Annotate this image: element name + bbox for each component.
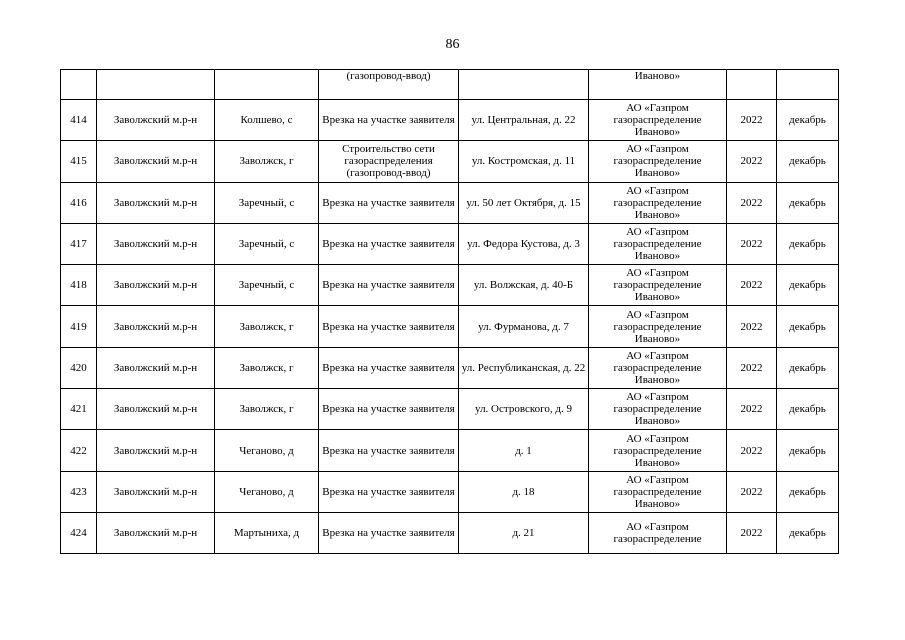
cell-year: 2022	[727, 512, 777, 553]
cell-district: Заволжский м.р-н	[97, 265, 215, 306]
cell-place: Заволжск, г	[215, 389, 319, 430]
cell-address: ул. Центральная, д. 22	[459, 100, 589, 141]
cell-org: АО «Газпром газораспределение Иваново»	[589, 306, 727, 347]
cell-work: Врезка на участке заявителя	[319, 389, 459, 430]
cell-district: Заволжский м.р-н	[97, 512, 215, 553]
cell-district: Заволжский м.р-н	[97, 471, 215, 512]
cell-month: декабрь	[777, 306, 839, 347]
table-row	[61, 389, 839, 430]
cell-n: 414	[61, 100, 97, 141]
cell-org: АО «Газпром газораспределение Иваново»	[589, 389, 727, 430]
cell-year: 2022	[727, 182, 777, 223]
table-row	[61, 347, 839, 388]
cell-month: декабрь	[777, 389, 839, 430]
cell-work: Строительство сети газораспределения (газопровод-ввод)	[319, 141, 459, 182]
table-row	[61, 265, 839, 306]
cell-org: АО «Газпром газораспределение Иваново»	[589, 347, 727, 388]
cell-address: ул. Волжская, д. 40-Б	[459, 265, 589, 306]
cell-month: декабрь	[777, 223, 839, 264]
cell-n: 422	[61, 430, 97, 471]
cell-n: 417	[61, 223, 97, 264]
cell-org: АО «Газпром газораспределение Иваново»	[589, 100, 727, 141]
cell-work: Врезка на участке заявителя	[319, 471, 459, 512]
cell-n: 421	[61, 389, 97, 430]
cell-year: 2022	[727, 430, 777, 471]
cell-month: декабрь	[777, 182, 839, 223]
cell-address: д. 21	[459, 512, 589, 553]
cell-district: Заволжский м.р-н	[97, 347, 215, 388]
cell-district: Заволжский м.р-н	[97, 430, 215, 471]
cell-year: 2022	[727, 265, 777, 306]
cell-year: 2022	[727, 471, 777, 512]
cell-n: 415	[61, 141, 97, 182]
cell-n: 416	[61, 182, 97, 223]
cell-address: ул. Костромская, д. 11	[459, 141, 589, 182]
cell-year: 2022	[727, 141, 777, 182]
cell-place: Колшево, с	[215, 100, 319, 141]
cell-work: Врезка на участке заявителя	[319, 182, 459, 223]
cell-place: Заволжск, г	[215, 306, 319, 347]
cell-place: Мартыниха, д	[215, 512, 319, 553]
table-row	[61, 141, 839, 182]
cell-month: декабрь	[777, 430, 839, 471]
table-row	[61, 223, 839, 264]
cell-place: Заречный, с	[215, 223, 319, 264]
cell-year: 2022	[727, 347, 777, 388]
cell-address: д. 18	[459, 471, 589, 512]
cell-month: декабрь	[777, 512, 839, 553]
cell-org: Иваново»	[589, 70, 727, 100]
cell-work: Врезка на участке заявителя	[319, 306, 459, 347]
table-row	[61, 471, 839, 512]
cell-org: АО «Газпром газораспределение	[589, 512, 727, 553]
cell-address: ул. Республиканская, д. 22	[459, 347, 589, 388]
cell-n: 423	[61, 471, 97, 512]
table-row-continued	[61, 70, 839, 100]
cell-address: д. 1	[459, 430, 589, 471]
cell-address: ул. Федора Кустова, д. 3	[459, 223, 589, 264]
cell-district: Заволжский м.р-н	[97, 223, 215, 264]
cell-org: АО «Газпром газораспределение Иваново»	[589, 430, 727, 471]
cell-district: Заволжский м.р-н	[97, 389, 215, 430]
cell-year: 2022	[727, 223, 777, 264]
cell-org: АО «Газпром газораспределение Иваново»	[589, 471, 727, 512]
cell-work: Врезка на участке заявителя	[319, 430, 459, 471]
cell-place: Чеганово, д	[215, 430, 319, 471]
cell-year: 2022	[727, 100, 777, 141]
cell-month: декабрь	[777, 347, 839, 388]
cell-place: Заречный, с	[215, 182, 319, 223]
cell-place: Заречный, с	[215, 265, 319, 306]
cell-work: Врезка на участке заявителя	[319, 512, 459, 553]
cell-n: 420	[61, 347, 97, 388]
cell-n: 418	[61, 265, 97, 306]
table-row	[61, 182, 839, 223]
cell-address: ул. Островского, д. 9	[459, 389, 589, 430]
cell-district: Заволжский м.р-н	[97, 141, 215, 182]
cell-month: декабрь	[777, 100, 839, 141]
cell-org: АО «Газпром газораспределение Иваново»	[589, 223, 727, 264]
cell-place: Чеганово, д	[215, 471, 319, 512]
gasification-table	[60, 69, 839, 554]
table-row	[61, 512, 839, 553]
cell-work: Врезка на участке заявителя	[319, 265, 459, 306]
cell-month: декабрь	[777, 141, 839, 182]
cell-year: 2022	[727, 306, 777, 347]
cell-district: Заволжский м.р-н	[97, 182, 215, 223]
cell-month: декабрь	[777, 265, 839, 306]
cell-address: ул. Фурманова, д. 7	[459, 306, 589, 347]
cell-month: декабрь	[777, 471, 839, 512]
cell-org: АО «Газпром газораспределение Иваново»	[589, 182, 727, 223]
table-row	[61, 430, 839, 471]
cell-year: 2022	[727, 389, 777, 430]
cell-place: Заволжск, г	[215, 347, 319, 388]
cell-address: ул. 50 лет Октября, д. 15	[459, 182, 589, 223]
cell-district: Заволжский м.р-н	[97, 100, 215, 141]
page-number: 86	[445, 37, 460, 52]
cell-org: АО «Газпром газораспределение Иваново»	[589, 141, 727, 182]
cell-place: Заволжск, г	[215, 141, 319, 182]
cell-work: (газопровод-ввод)	[319, 70, 459, 100]
cell-district: Заволжский м.р-н	[97, 306, 215, 347]
table-row	[61, 306, 839, 347]
cell-work: Врезка на участке заявителя	[319, 100, 459, 141]
cell-work: Врезка на участке заявителя	[319, 223, 459, 264]
cell-work: Врезка на участке заявителя	[319, 347, 459, 388]
cell-n: 424	[61, 512, 97, 553]
cell-org: АО «Газпром газораспределение Иваново»	[589, 265, 727, 306]
table-row	[61, 100, 839, 141]
cell-n: 419	[61, 306, 97, 347]
